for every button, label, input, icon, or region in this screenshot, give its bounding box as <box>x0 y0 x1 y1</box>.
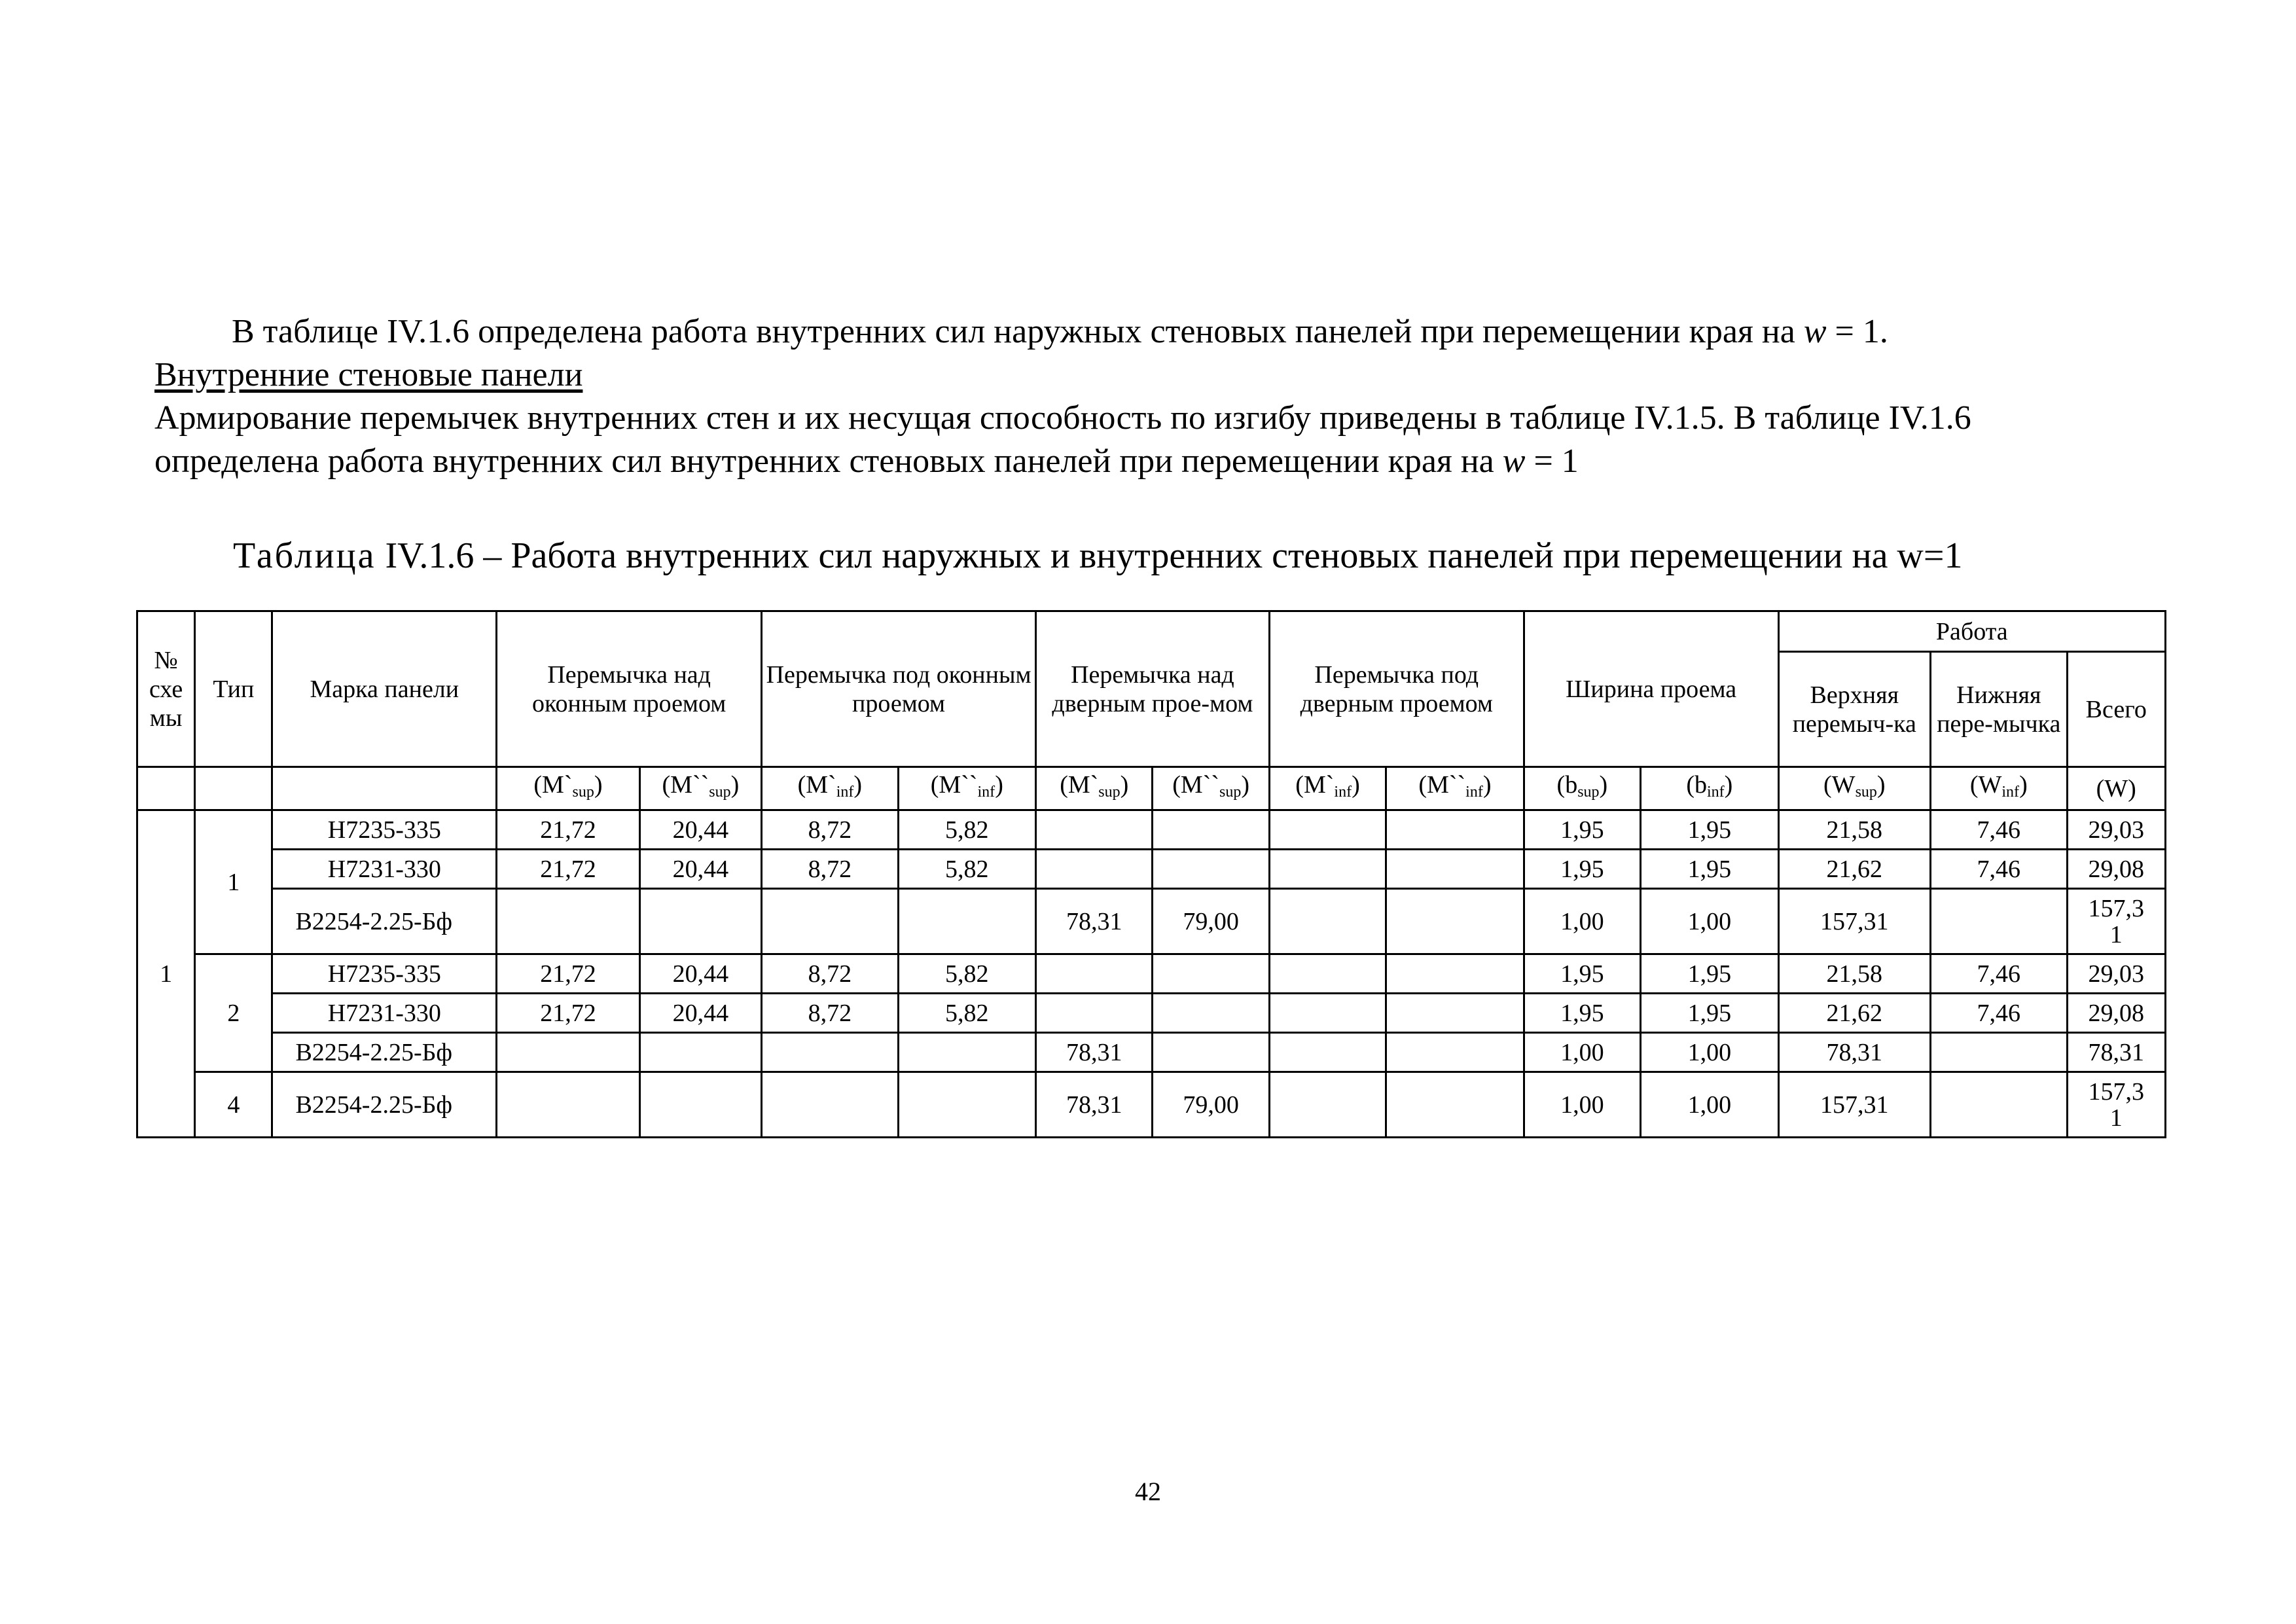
cell-value <box>497 889 639 954</box>
header-lower-lintel: Нижняя пере-мычка <box>1931 652 2067 767</box>
cell-value: 8,72 <box>762 850 898 889</box>
header-window-lintel-top: Перемычка над оконным проемом <box>497 611 762 767</box>
cell-value: 78,31 <box>2067 1033 2165 1072</box>
page-number: 42 <box>1135 1477 1161 1506</box>
subheader-blank <box>272 767 497 810</box>
cell-value: 1,95 <box>1524 850 1640 889</box>
variable-w: w <box>1502 442 1526 480</box>
cell-value: 1,00 <box>1641 1033 1778 1072</box>
cell-value: 21,62 <box>1778 994 1931 1033</box>
section-heading-inner-panels: Внутренние стеновые панели <box>154 356 583 393</box>
cell-panel-mark: Н7231-330 <box>272 850 497 889</box>
cell-value <box>497 1072 639 1138</box>
intro-text-2: Армирование перемычек внутренних стен и их несущая способность по изгибу приведены в таблице IV.1.5. В таблице IV.1.6 определена работа внутренних сил внутренних стеновых панелей при перемещении края на <box>154 399 1971 480</box>
cell-value <box>1153 994 1269 1033</box>
cell-value: 21,72 <box>497 954 639 994</box>
cell-value <box>639 1033 761 1072</box>
cell-value: 78,31 <box>1778 1033 1931 1072</box>
cell-value: 8,72 <box>762 994 898 1033</box>
subheader-m-sup-4: $(M``_{sup})$ <box>1153 767 1269 810</box>
cell-value <box>1269 810 1386 850</box>
header-total: Всего <box>2067 652 2165 767</box>
subheader-m-inf-3: $(M`_{inf})$ <box>1269 767 1386 810</box>
header-door-lintel-bottom: Перемычка под дверным проемом <box>1269 611 1524 767</box>
cell-value <box>1386 994 1524 1033</box>
cell-panel-mark: Н7231-330 <box>272 994 497 1033</box>
header-scheme: № схе мы <box>137 611 195 767</box>
cell-value: 78,31 <box>1036 1072 1153 1138</box>
subheader-w-sup: $(W_{sup})$ <box>1778 767 1931 810</box>
cell-value <box>1153 810 1269 850</box>
header-window-lintel-bottom: Перемычка под оконным проемом <box>762 611 1036 767</box>
cell-panel-mark: В2254-2.25-Бф <box>272 1072 497 1138</box>
header-mark: Марка панели <box>272 611 497 767</box>
cell-value: 21,72 <box>497 850 639 889</box>
cell-value: 1,95 <box>1641 850 1778 889</box>
cell-value: 78,31 <box>1036 1033 1153 1072</box>
subheader-row <box>137 767 2166 810</box>
cell-value: 21,62 <box>1778 850 1931 889</box>
subheader-w: (W) <box>2067 767 2165 810</box>
cell-value: 1,00 <box>1641 889 1778 954</box>
subheader-w-inf: $(W_{inf})$ <box>1931 767 2067 810</box>
cell-value: 157,31 <box>1778 1072 1931 1138</box>
cell-value: 7,46 <box>1931 810 2067 850</box>
work-table <box>136 610 2166 1138</box>
cell-value <box>1386 1072 1524 1138</box>
cell-value <box>1931 889 2067 954</box>
cell-value: 20,44 <box>639 850 761 889</box>
subheader-b-inf: $(b_{inf})$ <box>1641 767 1778 810</box>
cell-value <box>1386 1033 1524 1072</box>
cell-scheme: 1 <box>137 810 195 1138</box>
cell-value: 29,03 <box>2067 954 2165 994</box>
cell-value: 5,82 <box>898 850 1035 889</box>
cell-value: 29,08 <box>2067 994 2165 1033</box>
header-work: Работа <box>1778 611 2165 652</box>
table-row <box>137 1033 2166 1072</box>
caption-text: IV.1.6 – Работа внутренних сил наружных и внутренних стеновых панелей при перемещении на w=1 <box>376 535 1963 576</box>
header-door-lintel-top: Перемычка над дверным прое-мом <box>1036 611 1270 767</box>
cell-value <box>1269 850 1386 889</box>
cell-value: 1,95 <box>1524 810 1640 850</box>
cell-value: 1,00 <box>1641 1072 1778 1138</box>
subheader-m-sup-2: $(M``_{sup})$ <box>639 767 761 810</box>
subheader-m-sup-1: $(M`_{sup})$ <box>497 767 639 810</box>
table-row <box>137 954 2166 994</box>
cell-value: 29,08 <box>2067 850 2165 889</box>
table-row <box>137 810 2166 850</box>
cell-type: 2 <box>195 954 272 1072</box>
cell-value: 21,72 <box>497 810 639 850</box>
cell-value: 79,00 <box>1153 889 1269 954</box>
intro-text-1-end: = 1. <box>1826 313 1888 350</box>
cell-value <box>762 889 898 954</box>
cell-value <box>1386 889 1524 954</box>
variable-w: w <box>1803 313 1827 350</box>
caption-label: Таблица <box>233 535 376 576</box>
intro-paragraph-outer-panels <box>154 310 2144 353</box>
cell-value: 8,72 <box>762 810 898 850</box>
cell-value: 21,58 <box>1778 954 1931 994</box>
cell-value <box>1269 954 1386 994</box>
cell-value <box>1036 850 1153 889</box>
header-upper-lintel: Верхняя перемыч-ка <box>1778 652 1931 767</box>
subheader-blank <box>195 767 272 810</box>
subheader-m-inf-4: $(M``_{inf})$ <box>1386 767 1524 810</box>
cell-panel-mark: Н7235-335 <box>272 954 497 994</box>
cell-value <box>898 1033 1035 1072</box>
cell-type: 4 <box>195 1072 272 1138</box>
cell-value <box>1386 850 1524 889</box>
cell-value: 79,00 <box>1153 1072 1269 1138</box>
cell-value: 20,44 <box>639 994 761 1033</box>
cell-value: 1,00 <box>1524 1033 1640 1072</box>
cell-value: 1,95 <box>1641 810 1778 850</box>
cell-value: 157,31 <box>1778 889 1931 954</box>
cell-value <box>1269 994 1386 1033</box>
cell-panel-mark: В2254-2.25-Бф <box>272 1033 497 1072</box>
cell-value: 7,46 <box>1931 850 2067 889</box>
cell-value <box>1153 954 1269 994</box>
cell-value <box>1036 954 1153 994</box>
subheader-m-inf-1: $(M`_{inf})$ <box>762 767 898 810</box>
cell-value: 7,46 <box>1931 994 2067 1033</box>
cell-value <box>1269 1072 1386 1138</box>
header-opening-width: Ширина проема <box>1524 611 1778 767</box>
subheader-b-sup: $(b_{sup})$ <box>1524 767 1640 810</box>
cell-value: 1,95 <box>1641 994 1778 1033</box>
cell-value <box>1153 1033 1269 1072</box>
table-row <box>137 850 2166 889</box>
cell-value <box>1036 994 1153 1033</box>
subheader-m-sup-3: $(M`_{sup})$ <box>1036 767 1153 810</box>
cell-panel-mark: Н7235-335 <box>272 810 497 850</box>
table-row <box>137 889 2166 954</box>
intro-paragraph-inner-panels <box>154 397 2144 483</box>
cell-value: 20,44 <box>639 954 761 994</box>
cell-value: 29,03 <box>2067 810 2165 850</box>
cell-value <box>1036 810 1153 850</box>
cell-value <box>762 1033 898 1072</box>
cell-value: 1,95 <box>1641 954 1778 994</box>
header-type: Тип <box>195 611 272 767</box>
cell-value <box>1269 889 1386 954</box>
cell-panel-mark: В2254-2.25-Бф <box>272 889 497 954</box>
cell-value: 21,58 <box>1778 810 1931 850</box>
cell-value <box>639 889 761 954</box>
cell-value <box>1153 850 1269 889</box>
cell-value: 5,82 <box>898 994 1035 1033</box>
cell-value <box>639 1072 761 1138</box>
table-caption <box>233 533 1962 579</box>
cell-value <box>497 1033 639 1072</box>
cell-value: 5,82 <box>898 810 1035 850</box>
cell-value: 157,3 1 <box>2067 889 2165 954</box>
cell-value: 21,72 <box>497 994 639 1033</box>
table-row <box>137 1072 2166 1138</box>
cell-value <box>898 889 1035 954</box>
cell-value: 8,72 <box>762 954 898 994</box>
cell-value <box>762 1072 898 1138</box>
cell-value: 7,46 <box>1931 954 2067 994</box>
table-row <box>137 994 2166 1033</box>
cell-value <box>1386 810 1524 850</box>
cell-value: 1,95 <box>1524 994 1640 1033</box>
cell-value <box>1931 1072 2067 1138</box>
cell-value: 20,44 <box>639 810 761 850</box>
cell-value <box>898 1072 1035 1138</box>
cell-type: 1 <box>195 810 272 954</box>
cell-value <box>1931 1033 2067 1072</box>
table-body <box>137 810 2166 1138</box>
cell-value: 1,00 <box>1524 1072 1640 1138</box>
cell-value: 78,31 <box>1036 889 1153 954</box>
cell-value: 1,95 <box>1524 954 1640 994</box>
cell-value: 5,82 <box>898 954 1035 994</box>
intro-text-1: В таблице IV.1.6 определена работа внутренних сил наружных стеновых панелей при перемещении края на <box>232 313 1804 350</box>
subheader-m-inf-2: $(M``_{inf})$ <box>898 767 1035 810</box>
cell-value: 157,3 1 <box>2067 1072 2165 1138</box>
subheader-blank <box>137 767 195 810</box>
cell-value <box>1269 1033 1386 1072</box>
intro-text-2-end: = 1 <box>1525 442 1579 480</box>
cell-value <box>1386 954 1524 994</box>
cell-value: 1,00 <box>1524 889 1640 954</box>
